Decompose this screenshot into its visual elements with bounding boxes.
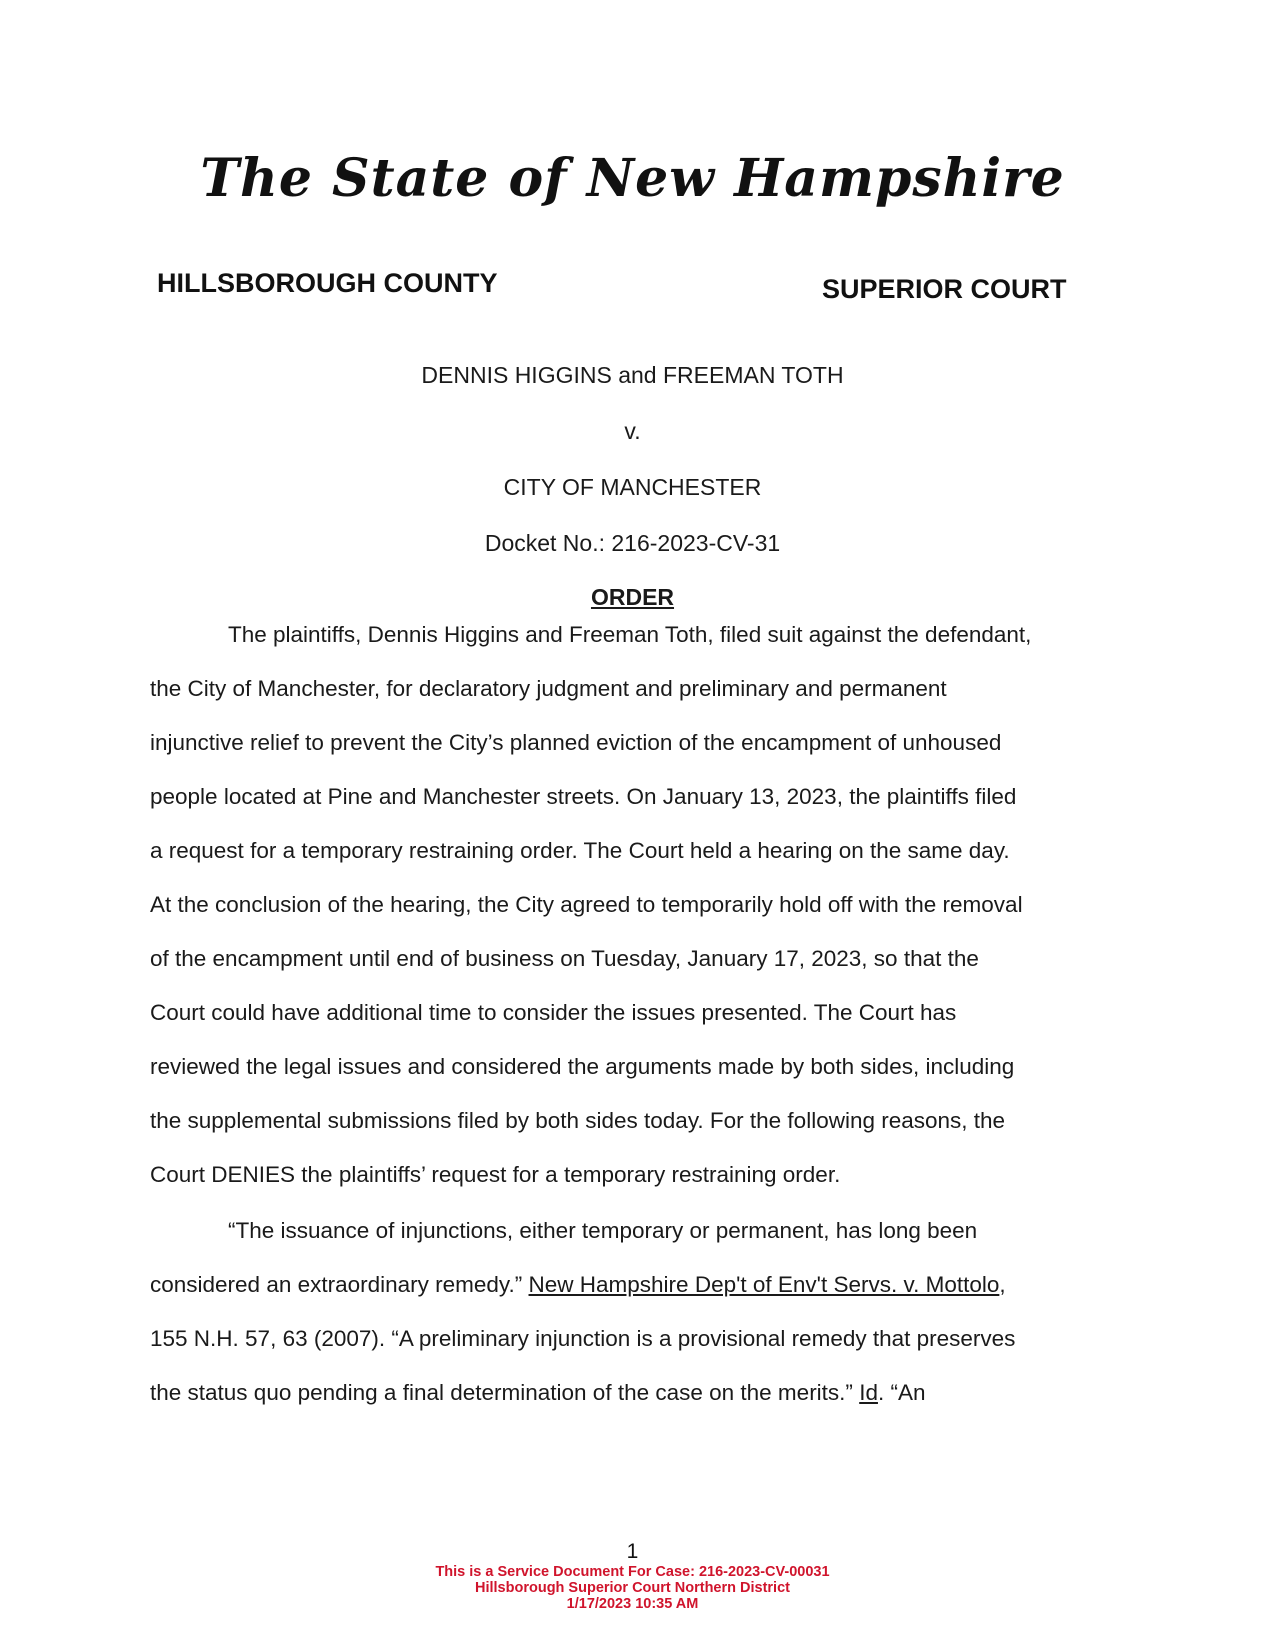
caption-versus: v. [624,418,641,444]
paragraph-line: 155 N.H. 57, 63 (2007). “A preliminary injunction is a provisional remedy that preserves [150,1326,1016,1351]
county-heading: HILLSBOROUGH COUNTY [157,268,498,298]
paragraph-line: the City of Manchester, for declaratory judgment and preliminary and permanent [150,676,947,701]
paragraph-line: injunctive relief to prevent the City’s planned eviction of the encampment of unhoused [150,730,1002,755]
paragraph-line: the supplemental submissions filed by both sides today. For the following reasons, the [150,1108,1006,1133]
paragraph-line [150,1380,1112,1406]
paragraph-line: “The issuance of injunctions, either temporary or permanent, has long been [228,1218,978,1243]
paragraph-line: At the conclusion of the hearing, the City agreed to temporarily hold off with the removal [150,892,1023,917]
state-title: The State of New Hampshire [200,148,1065,209]
paragraph-line: The plaintiffs, Dennis Higgins and Freeman Toth, filed suit against the defendant, [228,622,1032,647]
paragraph-line: people located at Pine and Manchester streets. On January 13, 2023, the plaintiffs filed [150,784,1017,809]
service-document-stamp [0,1564,1265,1612]
stamp-line: This is a Service Document For Case: 216-2023-CV-00031 [435,1564,830,1580]
caption-plaintiffs: DENNIS HIGGINS and FREEMAN TOTH [421,362,844,388]
paragraph-text: considered an extraordinary remedy.” [150,1272,529,1297]
case-citation: Id [859,1380,878,1405]
stamp-line: 1/17/2023 10:35 AM [566,1596,699,1612]
paragraph-text: , [999,1272,1006,1297]
stamp-line: Hillsborough Superior Court Northern District [475,1580,790,1596]
paragraph-line: a request for a temporary restraining order. The Court held a hearing on the same day. [150,838,1010,863]
paragraph-line: Court DENIES the plaintiffs’ request for a temporary restraining order. [150,1162,841,1187]
case-citation: New Hampshire Dep't of Env't Servs. v. Mottolo [528,1272,1000,1297]
paragraph-line: reviewed the legal issues and considered the arguments made by both sides, including [150,1054,1015,1079]
paragraph-text: the status quo pending a final determination of the case on the merits.” [150,1380,860,1405]
paragraph-line: of the encampment until end of business on Tuesday, January 17, 2023, so that the [150,946,979,971]
order-heading: ORDER [590,584,675,610]
page-number: 1 [626,1540,639,1563]
paragraph-line: Court could have additional time to consider the issues presented. The Court has [150,1000,957,1025]
court-heading: SUPERIOR COURT [822,274,1067,304]
paragraph-text: . “An [877,1380,926,1405]
docket-number: Docket No.: 216-2023-CV-31 [484,530,781,556]
paragraph-line [150,1272,1112,1298]
caption-defendant: CITY OF MANCHESTER [503,474,762,500]
